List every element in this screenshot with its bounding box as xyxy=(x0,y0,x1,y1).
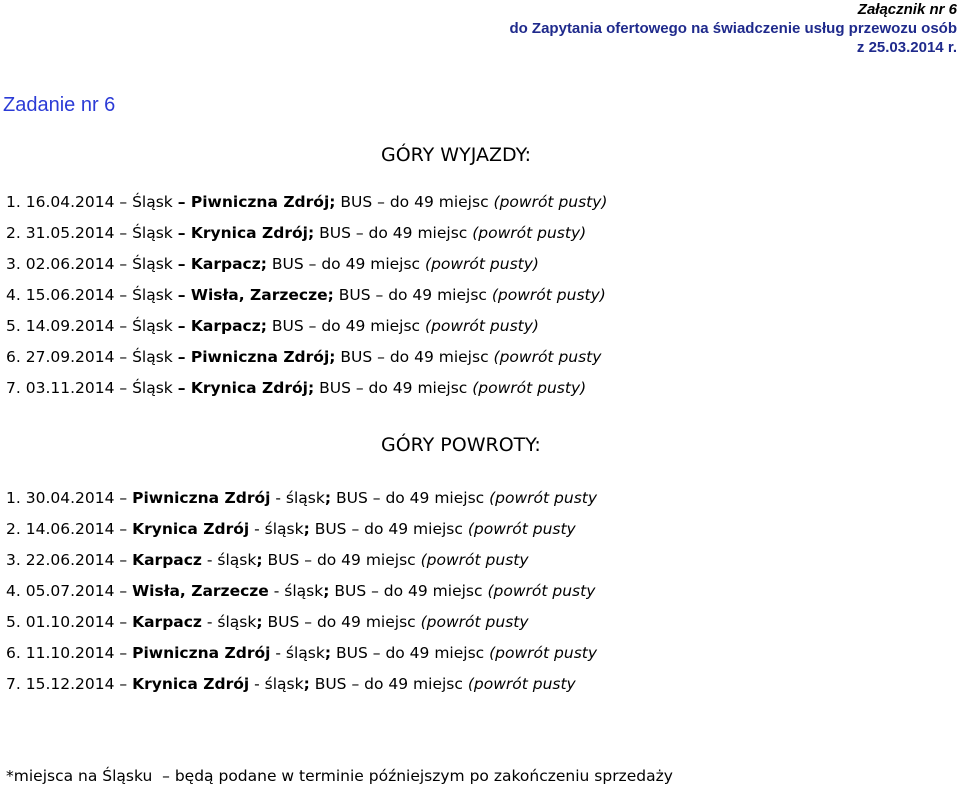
attachment-label: Załącznik nr 6 xyxy=(857,1,957,18)
list-item: 1. 16.04.2014 – Śląsk – Piwniczna Zdrój; BUS – do 49 miejsc (powrót pusty) xyxy=(6,193,608,211)
list-item: 5. 01.10.2014 – Karpacz - śląsk; BUS – do 49 miejsc (powrót pusty xyxy=(6,613,529,631)
list-item: 3. 02.06.2014 – Śląsk – Karpacz; BUS – do 49 miejsc (powrót pusty) xyxy=(6,255,539,273)
list-item: 3. 22.06.2014 – Karpacz - śląsk; BUS – do 49 miejsc (powrót pusty xyxy=(6,551,529,569)
attachment-date: z 25.03.2014 r. xyxy=(856,39,957,56)
footnote: *miejsca na Śląsku – będą podane w terminie późniejszym po zakończeniu sprzedaży xyxy=(6,767,673,785)
list-item: 2. 14.06.2014 – Krynica Zdrój - śląsk; BUS – do 49 miejsc (powrót pusty xyxy=(6,520,576,538)
list-item: 6. 27.09.2014 – Śląsk – Piwniczna Zdrój; BUS – do 49 miejsc (powrót pusty xyxy=(6,348,602,366)
list-item: 5. 14.09.2014 – Śląsk – Karpacz; BUS – do 49 miejsc (powrót pusty) xyxy=(6,317,539,335)
task-title: Zadanie nr 6 xyxy=(3,94,116,116)
section-heading-departures: GÓRY WYJAZDY: xyxy=(381,144,532,166)
document-header xyxy=(509,0,957,57)
list-item: 4. 05.07.2014 – Wisła, Zarzecze - śląsk; BUS – do 49 miejsc (powrót pusty xyxy=(6,582,596,600)
list-item: 2. 31.05.2014 – Śląsk – Krynica Zdrój; BUS – do 49 miejsc (powrót pusty) xyxy=(6,224,587,242)
list-item: 7. 15.12.2014 – Krynica Zdrój - śląsk; BUS – do 49 miejsc (powrót pusty xyxy=(6,675,576,693)
list-item: 1. 30.04.2014 – Piwniczna Zdrój - śląsk; BUS – do 49 miejsc (powrót pusty xyxy=(6,489,598,507)
attachment-reference: do Zapytania ofertowego na świadczenie usług przewozu osób xyxy=(509,20,957,37)
list-item: 6. 11.10.2014 – Piwniczna Zdrój - śląsk; BUS – do 49 miejsc (powrót pusty xyxy=(6,644,598,662)
list-item: 7. 03.11.2014 – Śląsk – Krynica Zdrój; BUS – do 49 miejsc (powrót pusty) xyxy=(6,379,587,397)
section-heading-returns: GÓRY POWROTY: xyxy=(381,434,541,456)
returns-list xyxy=(6,483,597,700)
list-item: 4. 15.06.2014 – Śląsk – Wisła, Zarzecze; BUS – do 49 miejsc (powrót pusty) xyxy=(6,286,606,304)
departures-list xyxy=(6,187,607,404)
